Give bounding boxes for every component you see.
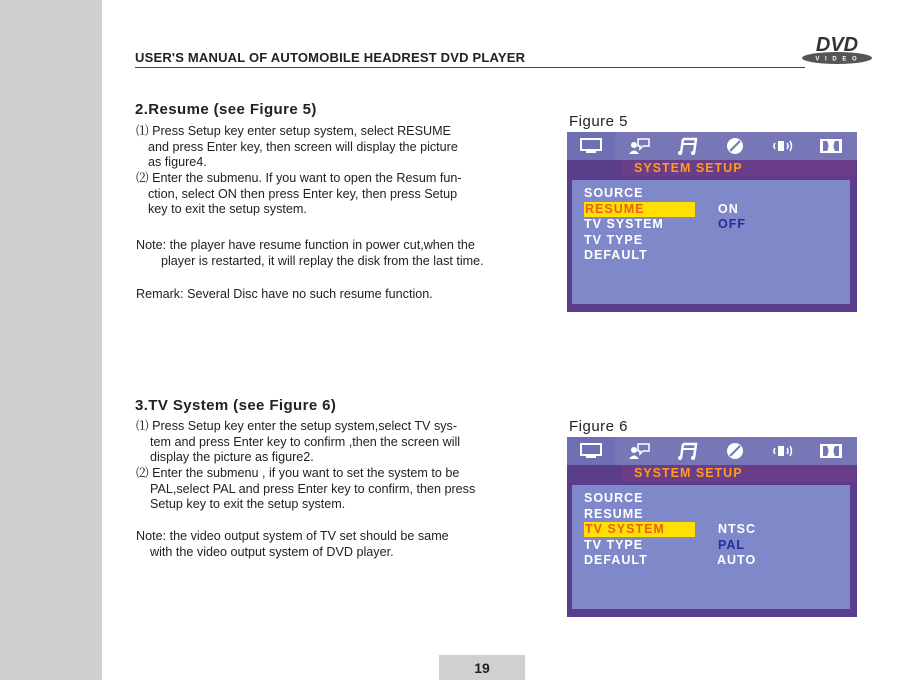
dolby-icon — [807, 132, 855, 160]
tv-system-note-line-1: Note: the video output system of TV set should be same — [136, 529, 449, 543]
osd-item-tv-type[interactable]: TV TYPE — [584, 233, 644, 247]
osd-item-default[interactable]: DEFAULT — [584, 248, 648, 262]
person-speech-icon — [615, 132, 663, 160]
osd-option-auto[interactable]: AUTO — [717, 553, 757, 567]
resume-step-1-line-1: ⑴ Press Setup key enter setup system, select RESUME — [136, 124, 451, 138]
osd-menu-title: SYSTEM SETUP — [622, 465, 855, 482]
dvd-video-logo — [800, 30, 874, 66]
osd-title-spacer — [567, 160, 622, 177]
monitor-icon — [567, 132, 615, 160]
osd-item-resume[interactable]: RESUME — [584, 507, 644, 521]
osd-item-source[interactable]: SOURCE — [584, 491, 644, 505]
tv-system-step-2-line-3: Setup key to exit the setup system. — [150, 497, 346, 512]
tv-system-section-title: 3.TV System (see Figure 6) — [135, 397, 337, 414]
figure-5-osd — [567, 132, 857, 312]
osd-menu-title: SYSTEM SETUP — [622, 160, 855, 177]
osd-option-off[interactable]: OFF — [718, 217, 746, 231]
resume-step-1-line-2: and press Enter key, then screen will display the picture — [148, 139, 458, 154]
osd-item-tv-system[interactable]: TV SYSTEM — [584, 522, 695, 537]
page-number: 19 — [439, 655, 525, 680]
speaker-icon — [759, 437, 807, 465]
osd-option-on[interactable]: ON — [718, 202, 739, 216]
osd-menu-panel — [572, 485, 850, 609]
osd-title-spacer — [567, 465, 622, 482]
dolby-icon — [807, 437, 855, 465]
resume-step-2-line-3: key to exit the setup system. — [148, 202, 307, 217]
tv-system-note — [136, 529, 449, 560]
tv-system-step-1-line-3: display the picture as figure2. — [150, 450, 314, 465]
osd-icon-bar — [567, 132, 857, 160]
svg-text:V I D E O: V I D E O — [815, 56, 859, 63]
tv-system-step-2 — [136, 466, 475, 513]
osd-item-resume[interactable]: RESUME — [584, 202, 695, 217]
osd-option-ntsc[interactable]: NTSC — [718, 522, 757, 536]
osd-item-source[interactable]: SOURCE — [584, 186, 644, 200]
resume-step-2-line-1: ⑵ Enter the submenu. If you want to open the Resum fun- — [136, 171, 462, 185]
resume-step-2 — [136, 171, 462, 218]
osd-item-tv-type[interactable]: TV TYPE — [584, 538, 644, 552]
tv-system-step-2-line-2: PAL,select PAL and press Enter key to confirm, then press — [150, 481, 476, 496]
resume-remark: Remark: Several Disc have no such resume function. — [136, 287, 433, 301]
disc-icon — [711, 132, 759, 160]
header-divider — [135, 67, 805, 68]
osd-item-default[interactable]: DEFAULT — [584, 553, 648, 567]
tv-system-step-1-line-1: ⑴ Press Setup key enter the setup system,select TV sys- — [136, 419, 458, 433]
tv-system-step-1 — [136, 419, 460, 466]
figure-6-osd — [567, 437, 857, 617]
side-margin-strip — [0, 0, 102, 680]
figure-6-label: Figure 6 — [569, 418, 629, 435]
tv-system-step-1-line-2: tem and press Enter key to confirm ,then the screen will — [150, 434, 461, 449]
svg-text:DVD: DVD — [815, 34, 859, 56]
resume-note — [136, 238, 484, 269]
osd-icon-bar — [567, 437, 857, 465]
manual-header-title: USER'S MANUAL OF AUTOMOBILE HEADREST DVD PLAYER — [135, 50, 526, 65]
resume-step-1-line-3: as figure4. — [148, 155, 207, 170]
osd-item-tv-system[interactable]: TV SYSTEM — [584, 217, 664, 231]
speaker-icon — [759, 132, 807, 160]
tv-system-note-line-2: with the video output system of DVD player. — [150, 544, 394, 559]
disc-icon — [711, 437, 759, 465]
tv-system-step-2-line-1: ⑵ Enter the submenu , if you want to set the system to be — [136, 466, 460, 480]
resume-section-title: 2.Resume (see Figure 5) — [135, 101, 317, 118]
osd-option-pal[interactable]: PAL — [718, 538, 746, 552]
resume-note-line-2: player is restarted, it will replay the disk from the last time. — [161, 253, 484, 268]
figure-5-label: Figure 5 — [569, 113, 629, 130]
person-speech-icon — [615, 437, 663, 465]
music-note-icon — [663, 132, 711, 160]
osd-menu-panel — [572, 180, 850, 304]
monitor-icon — [567, 437, 615, 465]
resume-note-line-1: Note: the player have resume function in power cut,when the — [136, 238, 475, 252]
resume-step-2-line-2: ction, select ON then press Enter key, then press Setup — [148, 186, 458, 201]
resume-step-1 — [136, 124, 458, 171]
music-note-icon — [663, 437, 711, 465]
